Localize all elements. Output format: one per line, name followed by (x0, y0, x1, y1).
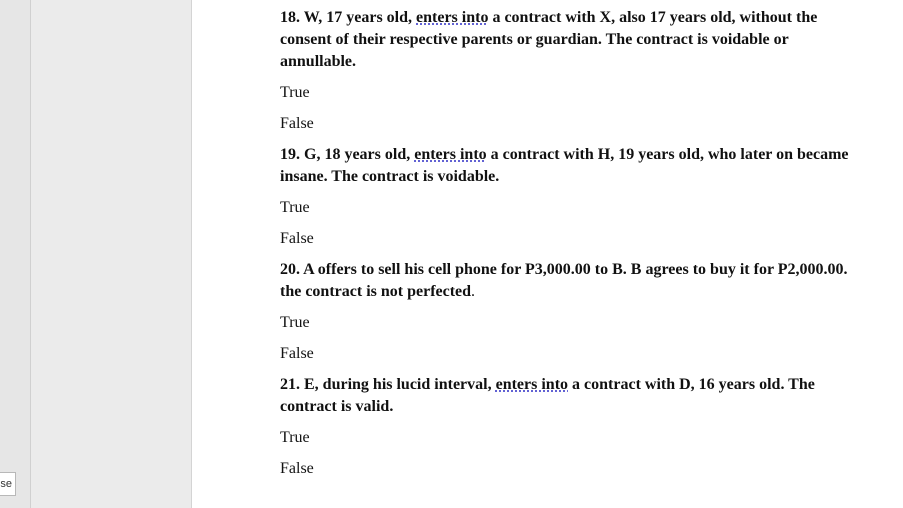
option-true[interactable]: True (280, 314, 310, 331)
grammar-underline[interactable]: enters into (414, 146, 487, 163)
left-strip (0, 0, 31, 508)
option-false[interactable]: False (280, 230, 314, 247)
document-page (192, 0, 903, 508)
option-false[interactable]: False (280, 115, 314, 132)
question-19 (280, 144, 850, 249)
option-true[interactable]: True (280, 429, 310, 446)
grammar-underline[interactable]: enters into (416, 9, 489, 26)
option-true[interactable]: True (280, 84, 310, 101)
document-content (280, 7, 850, 479)
question-text: 18. W, 17 years old, enters into a contract with X, also 17 years old, without the consent of their respective parents or guardian. The contract is voidable or annullable. (280, 9, 818, 70)
navigation-pane (31, 0, 192, 508)
question-20 (280, 259, 850, 364)
question-text: 21. E, during his lucid interval, enters into a contract with D, 16 years old. The contract is valid. (280, 376, 815, 415)
grammar-underline[interactable]: enters into (495, 376, 569, 393)
option-true[interactable]: True (280, 199, 310, 216)
option-false[interactable]: False (280, 345, 314, 362)
question-18 (280, 7, 850, 134)
sidebar-close-button[interactable]: se (0, 472, 16, 496)
question-text: 20. A offers to sell his cell phone for P3,000.00 to B. B agrees to buy it for P2,000.00. the contract is not perfected. (280, 261, 848, 300)
question-text: 19. G, 18 years old, enters into a contract with H, 19 years old, who later on became insane. The contract is voidable. (280, 146, 849, 185)
question-21 (280, 374, 850, 479)
option-false[interactable]: False (280, 460, 314, 477)
